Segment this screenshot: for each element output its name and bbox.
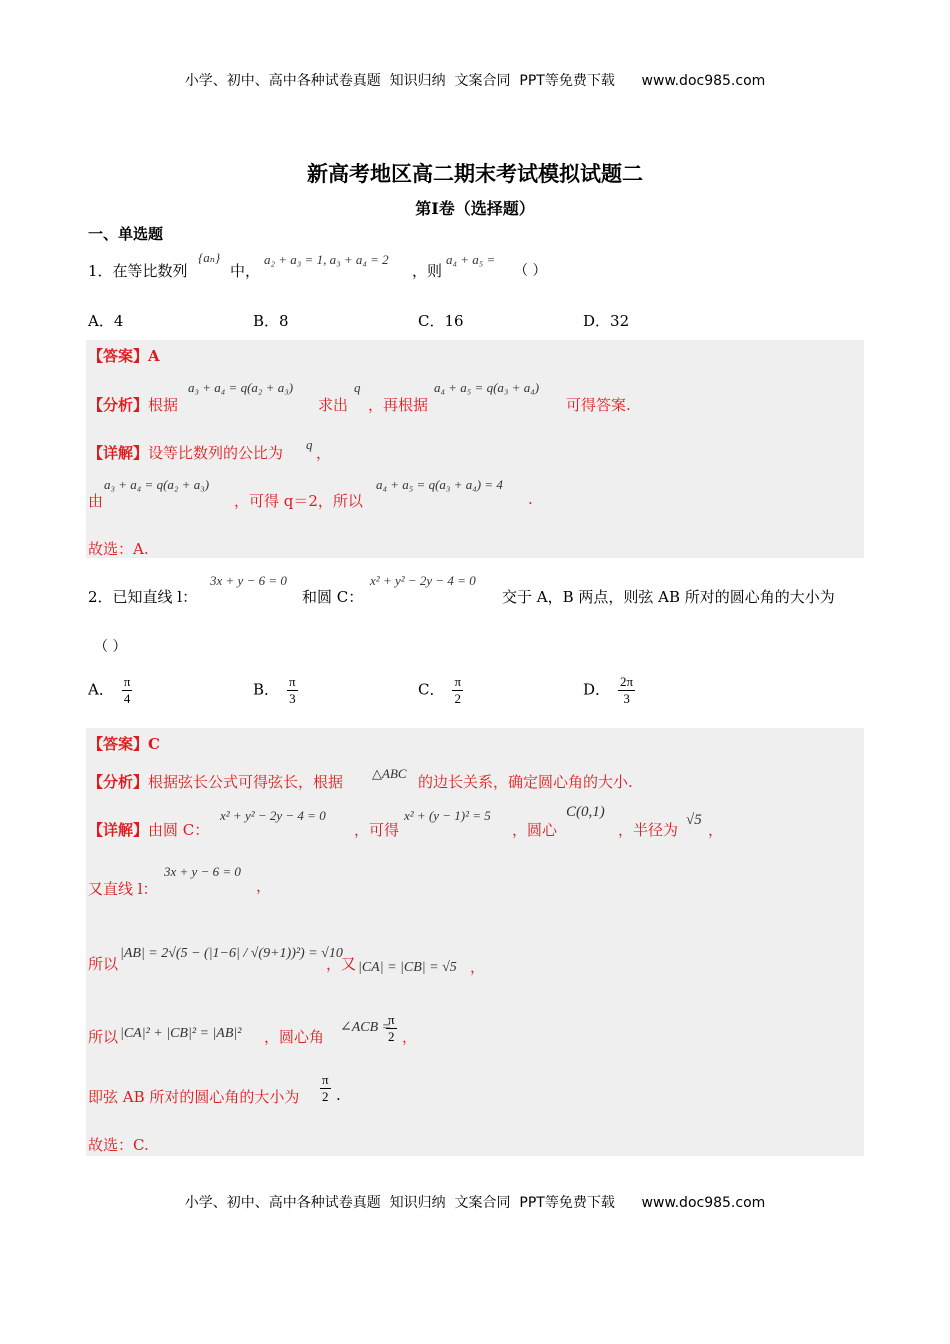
q2-line3-mid: ，又 — [326, 955, 357, 973]
q2-line3-eq2: |CA| = |CB| = √5 — [358, 960, 457, 975]
q2-line4-label: 所以 — [88, 1028, 119, 1046]
q2-and: 和圆 C： — [302, 588, 364, 606]
q1-prefix: 1．在等比数列 — [88, 262, 188, 280]
q2-detail-radius: √5 — [686, 812, 702, 828]
q2-analysis-tri: △ABC — [372, 766, 407, 781]
q2-detail-eq2: x² + (y − 1)² = 5 — [404, 808, 491, 823]
q1-condition: a₂ + a₃ = 1, a₃ + a₄ = 2 — [264, 252, 389, 267]
q2-rest: 交于 A，B 两点，则弦 AB 所对的圆心角的大小为 — [502, 588, 835, 606]
q2-detail-5: ， — [708, 821, 724, 839]
q1-analysis-label: 【分析】根据 — [88, 396, 179, 414]
section-heading: 一、单选题 — [88, 225, 164, 243]
q1-paren: （ ） — [514, 263, 547, 279]
page-header: 小学、初中、高中各种试卷真题 知识归纳 文案合同 PPT等免费下载 www.doc985.com — [184, 73, 766, 89]
q2-detail-2: ，可得 — [354, 821, 400, 839]
document-title: 新高考地区高二期末考试模拟试题二 — [307, 161, 643, 186]
q2-option-c: C． $\frac{\pi}{2}$ — [418, 674, 462, 706]
q2-detail-center: C(0,1) — [566, 804, 605, 820]
q2-line5: 即弦 AB 所对的圆心角的大小为 — [88, 1088, 300, 1106]
q2-line4-frac: $\frac{\pi}{2}$ — [388, 1012, 395, 1044]
q1-analysis-q: q — [354, 380, 361, 395]
q1-analysis-4: 可得答案. — [566, 396, 631, 414]
q2-line2-eq: 3x + y − 6 = 0 — [164, 864, 241, 879]
q1-option-c: C．16 — [418, 312, 464, 330]
q1-choose: 故选：A. — [88, 540, 149, 558]
q2-option-b: B． $\frac{\pi}{3}$ — [253, 674, 296, 706]
q1-answer: 【答案】A — [88, 347, 160, 365]
q1-option-a: A．4 — [88, 312, 124, 330]
page-footer: 小学、初中、高中各种试卷真题 知识归纳 文案合同 PPT等免费下载 www.doc985.com — [184, 1195, 766, 1211]
q2-detail-3: ，圆心 — [512, 821, 558, 839]
q2-line4-eq: |CA|² + |CB|² = |AB|² — [120, 1026, 242, 1041]
q2-circle-eq: x² + y² − 2y − 4 = 0 — [370, 573, 476, 588]
q2-line3-label: 所以 — [88, 955, 119, 973]
q2-option-d: D． $\frac{2\pi}{3}$ — [583, 674, 634, 706]
q1-analysis-3: ，再根据 — [368, 396, 429, 414]
q2-option-a: A． $\frac{\pi}{4}$ — [88, 674, 131, 706]
q2-line-eq: 3x + y − 6 = 0 — [210, 573, 287, 588]
q2-answer: 【答案】C — [88, 735, 160, 753]
q2-detail-eq1: x² + y² − 2y − 4 = 0 — [220, 808, 326, 823]
q1-detail-from: 由 — [88, 492, 104, 510]
q1-detail-dot: . — [528, 490, 533, 508]
q2-analysis: 【分析】根据弦长公式可得弦长，根据 — [88, 773, 344, 791]
q2-detail-4: ，半径为 — [618, 821, 679, 839]
q2-line4-mid: ，圆心角 — [264, 1028, 325, 1046]
q1-detail-2: ，可得 q＝2，所以 — [234, 492, 363, 510]
q1-detail: 【详解】设等比数列的公比为 — [88, 444, 284, 462]
q1-detail-comma: ， — [316, 444, 332, 462]
q1-seq: {aₙ} — [198, 250, 221, 265]
q2-line4-end: ， — [402, 1028, 418, 1046]
q1-ask: a₄ + a₅ = — [446, 252, 496, 267]
q2-line5-frac: $\frac{\pi}{2}$ — [322, 1072, 329, 1104]
q2-detail: 【详解】由圆 C： — [88, 821, 210, 839]
q1-option-d: D．32 — [583, 312, 630, 330]
q1-analysis-2: 求出 — [318, 396, 349, 414]
q2-paren: （ ） — [94, 639, 127, 655]
q2-line2-label: 又直线 l： — [88, 880, 158, 898]
q1-detail-eq1: a₃ + a₄ = q(a₂ + a₃) — [104, 477, 210, 492]
q2-prefix: 2．已知直线 l： — [88, 588, 198, 606]
q2-analysis-2: 的边长关系，确定圆心角的大小. — [418, 773, 633, 791]
q2-line3-eq: |AB| = 2√(5 − (|1−6| / √(9+1))²) = √10 — [120, 946, 343, 961]
q2-line3-end: ， — [470, 958, 486, 976]
q2-choose: 故选：C. — [88, 1136, 149, 1154]
q1-option-b: B．8 — [253, 312, 289, 330]
q1-mid: 中， — [230, 262, 261, 280]
q2-line5-end: . — [336, 1086, 341, 1104]
q1-analysis-eq2: a₄ + a₅ = q(a₃ + a₄) — [434, 380, 540, 395]
document-subtitle: 第Ⅰ卷（选择题） — [415, 199, 535, 218]
q2-line2-comma: ， — [256, 877, 272, 895]
q1-then: ，则 — [412, 262, 443, 280]
q1-detail-q: q — [306, 437, 313, 452]
q2-line4-angle: ∠ACB = — [340, 1020, 392, 1035]
q1-detail-eq2: a₄ + a₅ = q(a₃ + a₄) = 4 — [376, 477, 503, 492]
q1-analysis-eq1: a₃ + a₄ = q(a₂ + a₃) — [188, 380, 294, 395]
